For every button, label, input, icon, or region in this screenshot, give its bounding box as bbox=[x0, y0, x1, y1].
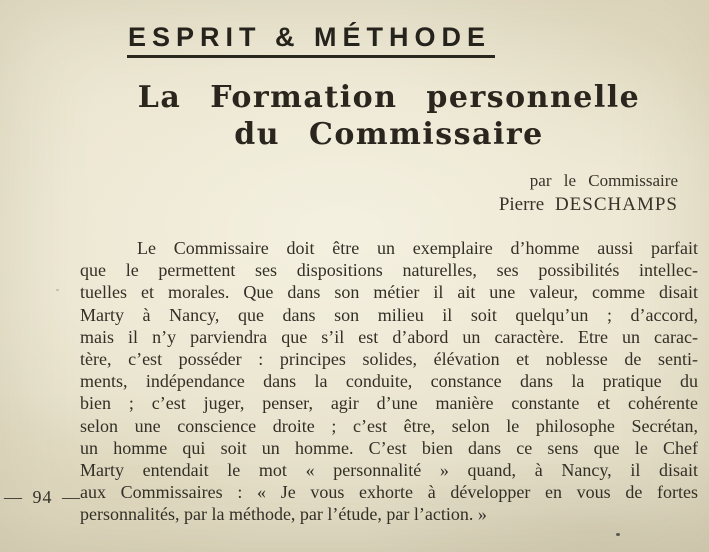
body-line: un homme qui soit un homme. C’est bien dans ce sens que le Chef bbox=[80, 437, 698, 458]
author-first-name: Pierre bbox=[498, 194, 545, 215]
article-body bbox=[80, 237, 698, 525]
body-line: ments, indépendance dans la conduite, constance dans la pratique du bbox=[80, 371, 698, 392]
body-line: que le permettent ses dispositions naturelles, ses possibilités intellec- bbox=[80, 260, 698, 281]
page-number: — 94 — bbox=[4, 487, 81, 507]
body-line: aux Commissaires : « Je vous exhorte à développer en vous de fortes bbox=[80, 482, 698, 503]
byline bbox=[499, 169, 678, 217]
byline-role: par le Commissaire bbox=[529, 171, 678, 190]
article-title bbox=[80, 79, 698, 153]
body-line: bien ; c’est juger, penser, agir d’une manière constante et cohérente bbox=[80, 393, 698, 414]
body-line: Le Commissaire doit être un exemplaire d’homme aussi parfait bbox=[137, 238, 698, 258]
body-line: selon une conscience droite ; c’est être, selon le philosophe Secrétan, bbox=[80, 415, 698, 436]
section-heading: ESPRIT & MÉTHODE bbox=[127, 23, 495, 58]
article-title-line1: La Formation personnelle bbox=[137, 80, 641, 115]
paper-blemish bbox=[56, 289, 59, 291]
byline-author bbox=[499, 193, 678, 217]
body-line: mais il n’y parviendra que s’il est d’abord un caractère. Etre un carac- bbox=[80, 326, 698, 347]
body-line: Marty à Nancy, que dans son milieu il soit quelqu’un ; d’accord, bbox=[80, 304, 698, 325]
body-line: tère, c’est posséder : principes solides, élévation et noblesse de senti- bbox=[80, 348, 698, 369]
paper-blemish bbox=[164, 272, 167, 275]
author-last-name: DESCHAMPS bbox=[554, 194, 678, 215]
body-line: Marty entendait le mot « personnalité » quand, à Nancy, il disait bbox=[80, 459, 698, 480]
ink-speck bbox=[616, 533, 620, 536]
article-title-line2: du Commissaire bbox=[234, 117, 544, 152]
body-line: personnalités, par la méthode, par l’étude, par l’action. » bbox=[80, 504, 487, 525]
body-line: tuelles et morales. Que dans son métier il ait une valeur, comme disait bbox=[80, 282, 698, 303]
